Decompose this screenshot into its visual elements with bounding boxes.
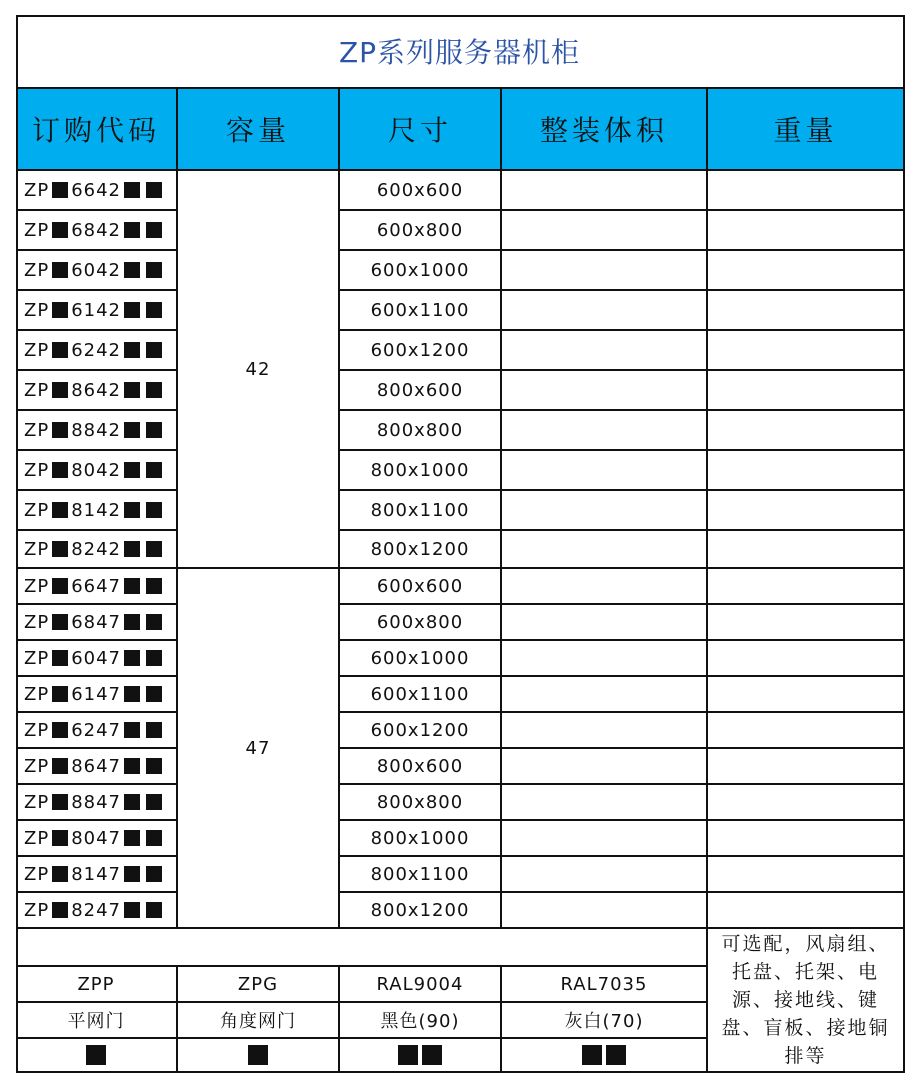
weight-cell bbox=[708, 171, 905, 211]
option-symbol bbox=[340, 1039, 502, 1073]
header-order-code: 订购代码 bbox=[16, 89, 178, 171]
order-code-cell bbox=[16, 857, 178, 893]
placeholder-square bbox=[146, 462, 162, 478]
code-number: 6042 bbox=[71, 259, 121, 281]
order-code-cell bbox=[16, 291, 178, 331]
placeholder-square bbox=[146, 794, 162, 810]
volume-cell bbox=[502, 785, 708, 821]
volume-cell bbox=[502, 677, 708, 713]
volume-cell bbox=[502, 893, 708, 929]
code-number: 8647 bbox=[71, 755, 121, 777]
size-cell: 800x1200 bbox=[340, 531, 502, 569]
placeholder-square bbox=[86, 1045, 106, 1065]
placeholder-square bbox=[146, 222, 162, 238]
code-prefix: ZP bbox=[24, 647, 50, 669]
volume-cell bbox=[502, 411, 708, 451]
size-cell: 600x600 bbox=[340, 569, 502, 605]
order-code-cell bbox=[16, 491, 178, 531]
size-cell: 600x1100 bbox=[340, 291, 502, 331]
spec-table bbox=[16, 15, 905, 1073]
placeholder-square bbox=[52, 222, 68, 238]
order-code-cell bbox=[16, 677, 178, 713]
code-prefix: ZP bbox=[24, 863, 50, 885]
order-code-cell bbox=[16, 569, 178, 605]
placeholder-square bbox=[52, 502, 68, 518]
code-prefix: ZP bbox=[24, 755, 50, 777]
placeholder-square bbox=[124, 830, 140, 846]
order-code-cell bbox=[16, 171, 178, 211]
placeholder-square bbox=[124, 382, 140, 398]
code-number: 6242 bbox=[71, 339, 121, 361]
order-code-cell bbox=[16, 411, 178, 451]
order-code-cell bbox=[16, 531, 178, 569]
size-cell: 800x600 bbox=[340, 371, 502, 411]
weight-cell bbox=[708, 857, 905, 893]
code-prefix: ZP bbox=[24, 259, 50, 281]
volume-cell bbox=[502, 211, 708, 251]
code-prefix: ZP bbox=[24, 827, 50, 849]
volume-cell bbox=[502, 569, 708, 605]
weight-cell bbox=[708, 785, 905, 821]
code-number: 6842 bbox=[71, 219, 121, 241]
volume-cell bbox=[502, 749, 708, 785]
placeholder-square bbox=[398, 1045, 418, 1065]
code-prefix: ZP bbox=[24, 575, 50, 597]
placeholder-square bbox=[52, 262, 68, 278]
order-code-cell bbox=[16, 785, 178, 821]
header-capacity: 容量 bbox=[178, 89, 340, 171]
placeholder-square bbox=[146, 650, 162, 666]
weight-cell bbox=[708, 251, 905, 291]
placeholder-square bbox=[52, 722, 68, 738]
placeholder-square bbox=[52, 758, 68, 774]
weight-cell bbox=[708, 641, 905, 677]
weight-cell bbox=[708, 893, 905, 929]
options-blank-row bbox=[16, 929, 708, 967]
order-code-cell bbox=[16, 251, 178, 291]
placeholder-square bbox=[124, 262, 140, 278]
weight-cell bbox=[708, 749, 905, 785]
size-cell: 800x800 bbox=[340, 411, 502, 451]
order-code-cell bbox=[16, 605, 178, 641]
code-prefix: ZP bbox=[24, 611, 50, 633]
header-volume: 整装体积 bbox=[502, 89, 708, 171]
volume-cell bbox=[502, 171, 708, 211]
size-cell: 800x1200 bbox=[340, 893, 502, 929]
code-number: 6642 bbox=[71, 179, 121, 201]
placeholder-square bbox=[146, 902, 162, 918]
volume-cell bbox=[502, 331, 708, 371]
placeholder-square bbox=[52, 541, 68, 557]
placeholder-square bbox=[52, 182, 68, 198]
placeholder-square bbox=[124, 502, 140, 518]
option-label: 灰白(70) bbox=[502, 1003, 708, 1039]
placeholder-square bbox=[146, 686, 162, 702]
placeholder-square bbox=[52, 686, 68, 702]
placeholder-square bbox=[52, 614, 68, 630]
weight-cell bbox=[708, 211, 905, 251]
code-number: 8842 bbox=[71, 419, 121, 441]
placeholder-square bbox=[52, 422, 68, 438]
size-cell: 800x1100 bbox=[340, 857, 502, 893]
code-number: 8142 bbox=[71, 499, 121, 521]
placeholder-square bbox=[146, 830, 162, 846]
weight-cell bbox=[708, 821, 905, 857]
weight-cell bbox=[708, 531, 905, 569]
code-number: 6247 bbox=[71, 719, 121, 741]
options-note: 可选配，风扇组、托盘、托架、电源、接地线、键盘、盲板、接地铜排等 bbox=[708, 929, 905, 1073]
weight-cell bbox=[708, 713, 905, 749]
header-size: 尺寸 bbox=[340, 89, 502, 171]
volume-cell bbox=[502, 857, 708, 893]
option-label: 角度网门 bbox=[178, 1003, 340, 1039]
placeholder-square bbox=[124, 222, 140, 238]
size-cell: 800x800 bbox=[340, 785, 502, 821]
placeholder-square bbox=[124, 578, 140, 594]
placeholder-square bbox=[146, 382, 162, 398]
order-code-cell bbox=[16, 713, 178, 749]
size-cell: 600x800 bbox=[340, 211, 502, 251]
code-prefix: ZP bbox=[24, 459, 50, 481]
placeholder-square bbox=[146, 614, 162, 630]
option-code: ZPP bbox=[16, 967, 178, 1003]
option-code: RAL9004 bbox=[340, 967, 502, 1003]
placeholder-square bbox=[146, 722, 162, 738]
order-code-cell bbox=[16, 641, 178, 677]
option-symbol bbox=[178, 1039, 340, 1073]
placeholder-square bbox=[146, 578, 162, 594]
volume-cell bbox=[502, 531, 708, 569]
placeholder-square bbox=[124, 686, 140, 702]
placeholder-square bbox=[52, 866, 68, 882]
placeholder-square bbox=[124, 541, 140, 557]
size-cell: 600x600 bbox=[340, 171, 502, 211]
option-symbol bbox=[502, 1039, 708, 1073]
code-prefix: ZP bbox=[24, 791, 50, 813]
placeholder-square bbox=[146, 758, 162, 774]
placeholder-square bbox=[52, 382, 68, 398]
code-prefix: ZP bbox=[24, 299, 50, 321]
size-cell: 600x1200 bbox=[340, 713, 502, 749]
code-prefix: ZP bbox=[24, 538, 50, 560]
order-code-cell bbox=[16, 821, 178, 857]
placeholder-square bbox=[124, 422, 140, 438]
size-cell: 600x1100 bbox=[340, 677, 502, 713]
placeholder-square bbox=[146, 302, 162, 318]
placeholder-square bbox=[146, 866, 162, 882]
code-prefix: ZP bbox=[24, 339, 50, 361]
placeholder-square bbox=[146, 422, 162, 438]
volume-cell bbox=[502, 713, 708, 749]
placeholder-square bbox=[146, 541, 162, 557]
size-cell: 800x1000 bbox=[340, 451, 502, 491]
placeholder-square bbox=[124, 794, 140, 810]
code-number: 8042 bbox=[71, 459, 121, 481]
header-weight: 重量 bbox=[708, 89, 905, 171]
weight-cell bbox=[708, 411, 905, 451]
volume-cell bbox=[502, 491, 708, 531]
placeholder-square bbox=[52, 902, 68, 918]
option-symbol bbox=[16, 1039, 178, 1073]
placeholder-square bbox=[124, 866, 140, 882]
placeholder-square bbox=[124, 758, 140, 774]
placeholder-square bbox=[146, 262, 162, 278]
placeholder-square bbox=[124, 650, 140, 666]
code-prefix: ZP bbox=[24, 683, 50, 705]
volume-cell bbox=[502, 291, 708, 331]
size-cell: 800x1100 bbox=[340, 491, 502, 531]
code-prefix: ZP bbox=[24, 899, 50, 921]
code-number: 6047 bbox=[71, 647, 121, 669]
size-cell: 600x1000 bbox=[340, 641, 502, 677]
weight-cell bbox=[708, 569, 905, 605]
code-number: 6147 bbox=[71, 683, 121, 705]
code-number: 8047 bbox=[71, 827, 121, 849]
volume-cell bbox=[502, 641, 708, 677]
capacity-cell: 47 bbox=[178, 569, 340, 929]
code-prefix: ZP bbox=[24, 179, 50, 201]
size-cell: 600x1000 bbox=[340, 251, 502, 291]
order-code-cell bbox=[16, 211, 178, 251]
placeholder-square bbox=[124, 614, 140, 630]
placeholder-square bbox=[52, 794, 68, 810]
volume-cell bbox=[502, 451, 708, 491]
weight-cell bbox=[708, 291, 905, 331]
placeholder-square bbox=[124, 182, 140, 198]
code-number: 8247 bbox=[71, 899, 121, 921]
code-prefix: ZP bbox=[24, 219, 50, 241]
placeholder-square bbox=[52, 650, 68, 666]
placeholder-square bbox=[52, 342, 68, 358]
code-number: 8242 bbox=[71, 538, 121, 560]
placeholder-square bbox=[422, 1045, 442, 1065]
code-number: 6142 bbox=[71, 299, 121, 321]
placeholder-square bbox=[52, 462, 68, 478]
volume-cell bbox=[502, 821, 708, 857]
weight-cell bbox=[708, 491, 905, 531]
code-number: 8642 bbox=[71, 379, 121, 401]
order-code-cell bbox=[16, 371, 178, 411]
table-title: ZP系列服务器机柜 bbox=[16, 15, 905, 89]
placeholder-square bbox=[124, 342, 140, 358]
option-code: ZPG bbox=[178, 967, 340, 1003]
weight-cell bbox=[708, 371, 905, 411]
placeholder-square bbox=[248, 1045, 268, 1065]
order-code-cell bbox=[16, 893, 178, 929]
code-number: 6847 bbox=[71, 611, 121, 633]
weight-cell bbox=[708, 451, 905, 491]
capacity-cell: 42 bbox=[178, 171, 340, 569]
placeholder-square bbox=[146, 182, 162, 198]
placeholder-square bbox=[52, 830, 68, 846]
placeholder-square bbox=[52, 302, 68, 318]
code-number: 8147 bbox=[71, 863, 121, 885]
option-code: RAL7035 bbox=[502, 967, 708, 1003]
code-prefix: ZP bbox=[24, 719, 50, 741]
placeholder-square bbox=[52, 578, 68, 594]
placeholder-square bbox=[124, 462, 140, 478]
order-code-cell bbox=[16, 331, 178, 371]
weight-cell bbox=[708, 677, 905, 713]
weight-cell bbox=[708, 605, 905, 641]
placeholder-square bbox=[606, 1045, 626, 1065]
volume-cell bbox=[502, 251, 708, 291]
placeholder-square bbox=[582, 1045, 602, 1065]
size-cell: 800x600 bbox=[340, 749, 502, 785]
placeholder-square bbox=[146, 502, 162, 518]
placeholder-square bbox=[124, 722, 140, 738]
placeholder-square bbox=[124, 302, 140, 318]
code-number: 8847 bbox=[71, 791, 121, 813]
code-prefix: ZP bbox=[24, 499, 50, 521]
volume-cell bbox=[502, 371, 708, 411]
size-cell: 600x800 bbox=[340, 605, 502, 641]
option-label: 黑色(90) bbox=[340, 1003, 502, 1039]
placeholder-square bbox=[146, 342, 162, 358]
order-code-cell bbox=[16, 749, 178, 785]
size-cell: 800x1000 bbox=[340, 821, 502, 857]
option-label: 平网门 bbox=[16, 1003, 178, 1039]
code-number: 6647 bbox=[71, 575, 121, 597]
size-cell: 600x1200 bbox=[340, 331, 502, 371]
code-prefix: ZP bbox=[24, 419, 50, 441]
volume-cell bbox=[502, 605, 708, 641]
code-prefix: ZP bbox=[24, 379, 50, 401]
placeholder-square bbox=[124, 902, 140, 918]
order-code-cell bbox=[16, 451, 178, 491]
weight-cell bbox=[708, 331, 905, 371]
